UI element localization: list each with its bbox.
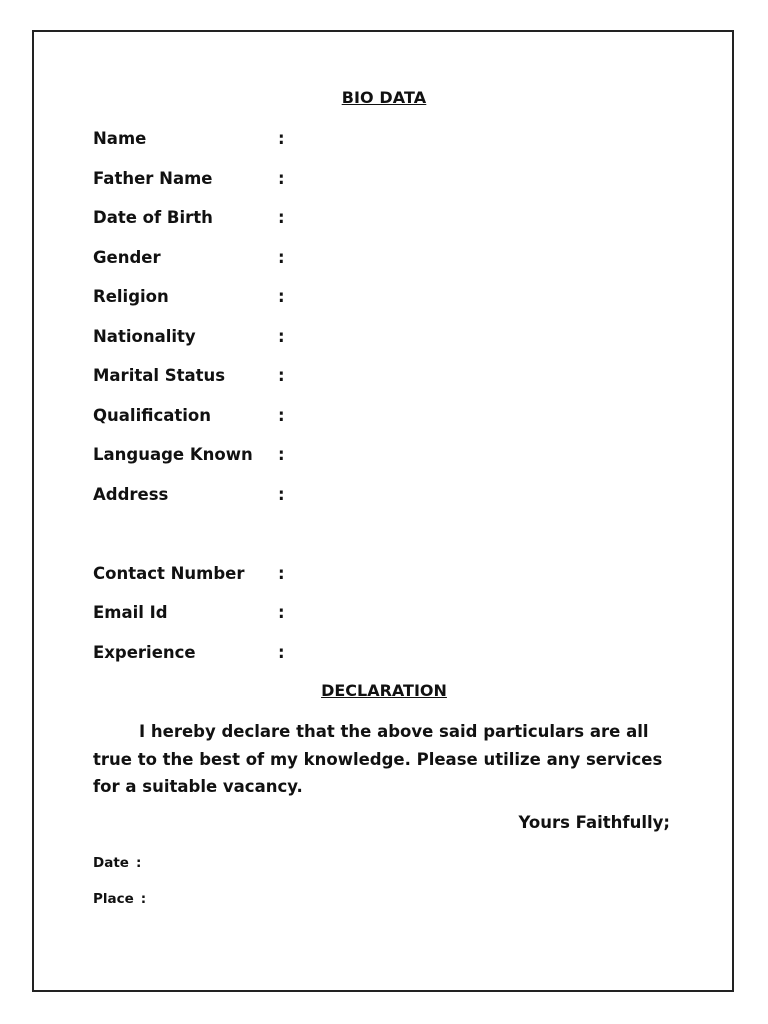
place-label: Place (93, 891, 134, 907)
field-separator: : (278, 208, 285, 227)
page-title: BIO DATA (341, 88, 427, 107)
field-row-contact-number (93, 564, 653, 604)
footer-date (93, 855, 141, 871)
field-label: Qualification (93, 405, 211, 425)
field-separator: : (278, 603, 285, 622)
field-row-nationality (93, 327, 653, 367)
closing-salutation: Yours Faithfully; (518, 813, 670, 832)
field-row-language-known (93, 445, 653, 485)
date-label: Date (93, 855, 129, 871)
field-row-father-name (93, 169, 653, 209)
field-row-experience (93, 643, 653, 683)
field-row-marital-status (93, 366, 653, 406)
field-label: Gender (93, 247, 161, 267)
field-label: Name (93, 129, 147, 148)
field-label: Experience (93, 642, 196, 662)
field-separator: : (278, 247, 285, 267)
field-row-date-of-birth (93, 208, 653, 248)
declaration-heading: DECLARATION (321, 681, 447, 700)
field-row-email-id (93, 603, 653, 643)
field-separator: : (278, 129, 285, 148)
field-separator: : (278, 287, 285, 306)
bio-data-fields (93, 129, 653, 682)
field-separator: : (278, 405, 285, 425)
date-separator: : (135, 855, 142, 871)
field-label: Contact Number (93, 563, 245, 583)
field-label: Nationality (93, 326, 196, 346)
field-label: Language Known (93, 445, 253, 464)
field-separator: : (278, 484, 285, 504)
field-row-address (93, 485, 653, 564)
field-separator: : (278, 168, 285, 188)
field-label: Marital Status (93, 366, 226, 385)
field-label: Email Id (93, 603, 168, 622)
footer-place (93, 891, 146, 907)
field-separator: : (278, 563, 285, 583)
place-separator: : (140, 891, 147, 907)
declaration-text: I hereby declare that the above said particulars are all true to the best of my knowledge. Please utilize any services for a suitable vacancy. (93, 722, 663, 796)
field-label: Date of Birth (93, 208, 213, 227)
field-row-qualification (93, 406, 653, 446)
field-separator: : (278, 642, 285, 662)
field-separator: : (278, 445, 285, 464)
field-separator: : (278, 366, 285, 385)
field-row-religion (93, 287, 653, 327)
field-label: Religion (93, 287, 169, 306)
field-label: Address (93, 484, 169, 504)
field-separator: : (278, 326, 285, 346)
field-row-name (93, 129, 653, 169)
field-row-gender (93, 248, 653, 288)
field-label: Father Name (93, 168, 213, 188)
